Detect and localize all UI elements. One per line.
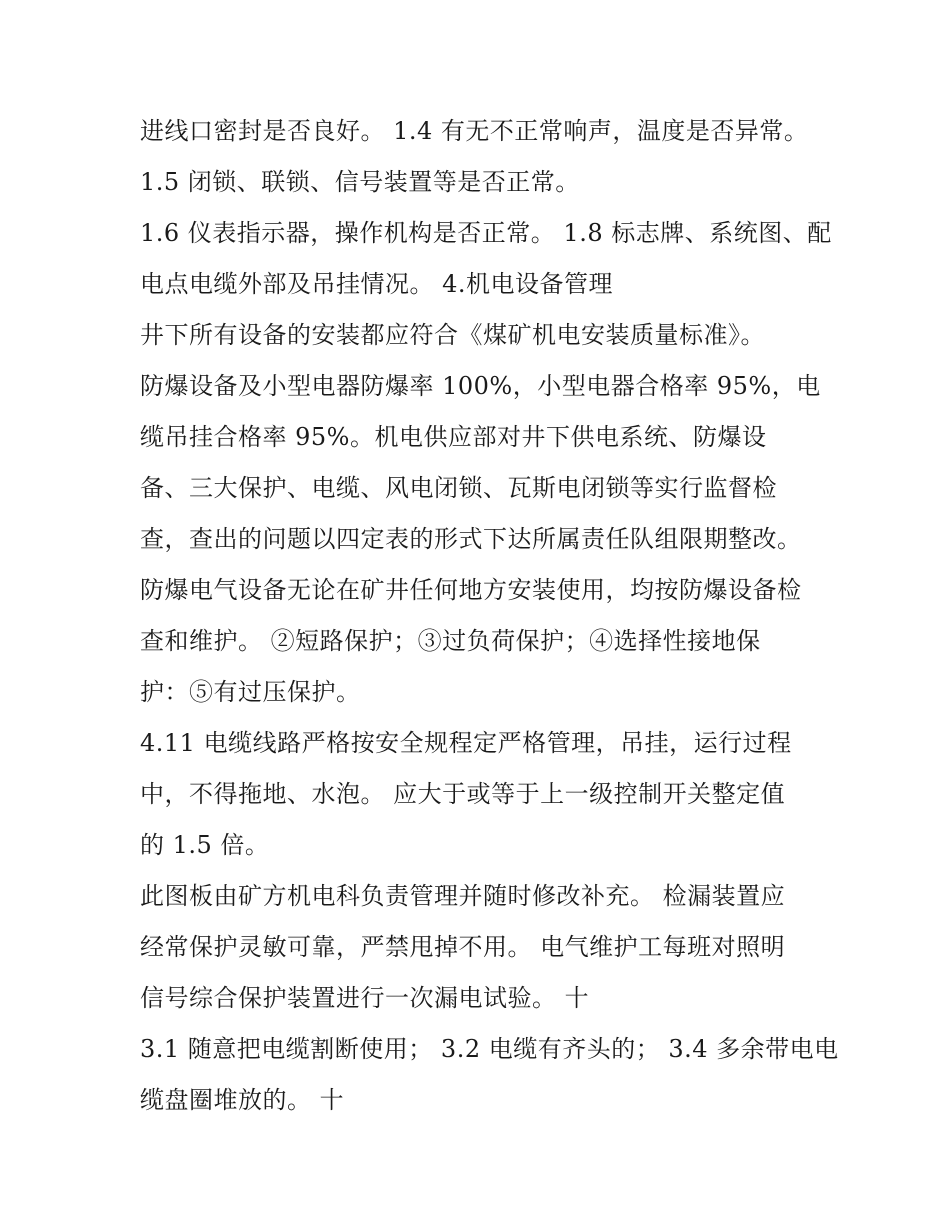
text-line-10: 防爆电气设备无论在矿井任何地方安装使用，均按防爆设备检 xyxy=(140,576,802,604)
text-line-15: 的 1.5 倍。 xyxy=(140,831,270,859)
text-line-8: 备、三大保护、电缆、风电闭锁、瓦斯电闭锁等实行监督检 xyxy=(140,474,777,502)
text-line-7: 缆吊挂合格率 95%。机电供应部对井下供电系统、防爆设 xyxy=(140,423,767,451)
text-line-6: 防爆设备及小型电器防爆率 100%，小型电器合格率 95%，电 xyxy=(140,372,821,400)
text-line-20: 缆盘圈堆放的。 十 xyxy=(140,1086,345,1114)
text-line-14: 中，不得拖地、水泡。 应大于或等于上一级控制开关整定值 xyxy=(140,780,786,808)
text-line-3: 1.6 仪表指示器，操作机构是否正常。 1.8 标志牌、系统图、配 xyxy=(140,219,832,247)
text-line-1: 进线口密封是否良好。 1.4 有无不正常响声，温度是否异常。 xyxy=(140,117,809,145)
text-line-4: 电点电缆外部及吊挂情况。 4.机电设备管理 xyxy=(140,270,614,298)
text-line-17: 经常保护灵敏可靠，严禁甩掉不用。 电气维护工每班对照明 xyxy=(140,933,786,961)
text-line-16: 此图板由矿方机电科负责管理并随时修改补充。 检漏装置应 xyxy=(140,882,786,910)
text-line-5: 井下所有设备的安装都应符合《煤矿机电安装质量标准》。 xyxy=(140,321,765,349)
text-line-12: 护：⑤有过压保护。 xyxy=(140,678,361,706)
text-line-9: 查，查出的问题以四定表的形式下达所属责任队组限期整改。 xyxy=(140,525,802,553)
text-line-18: 信号综合保护装置进行一次漏电试验。 十 xyxy=(140,984,590,1012)
document-body xyxy=(140,106,839,1126)
text-line-13: 4.11 电缆线路严格按安全规程定严格管理，吊挂，运行过程 xyxy=(140,729,792,757)
text-line-11: 查和维护。 ②短路保护；③过负荷保护；④选择性接地保 xyxy=(140,627,761,655)
text-line-2: 1.5 闭锁、联锁、信号装置等是否正常。 xyxy=(140,168,580,196)
text-line-19: 3.1 随意把电缆割断使用； 3.2 电缆有齐头的； 3.4 多余带电电 xyxy=(140,1035,839,1063)
